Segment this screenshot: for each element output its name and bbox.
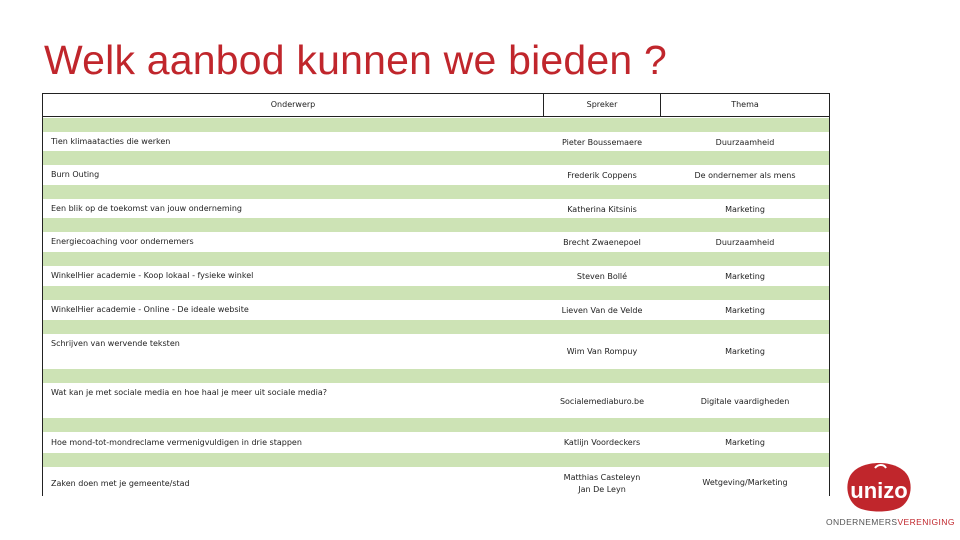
cell-onderwerp: Schrijven van wervende teksten — [51, 339, 180, 348]
slide-title: Welk aanbod kunnen we bieden ? — [44, 37, 667, 83]
row-band — [43, 218, 829, 232]
table-row — [43, 199, 829, 218]
unizo-logo — [845, 462, 913, 512]
table-row — [43, 432, 829, 453]
table-row — [43, 165, 829, 185]
cell-spreker: Brecht Zwaenepoel — [563, 238, 641, 247]
row-band — [43, 185, 829, 199]
cell-thema: Marketing — [725, 272, 765, 281]
header-spreker: Spreker — [586, 100, 618, 109]
row-band — [43, 369, 829, 383]
header-onderwerp: Onderwerp — [270, 100, 316, 109]
cell-onderwerp: Energiecoaching voor ondernemers — [51, 237, 194, 246]
row-band — [43, 118, 829, 132]
row-band — [43, 286, 829, 300]
cell-thema: Marketing — [725, 205, 765, 214]
cell-thema: Marketing — [725, 438, 765, 447]
cell-onderwerp: Een blik op de toekomst van jouw onderneming — [51, 204, 242, 213]
cell-spreker: Katherina Kitsinis — [567, 205, 637, 214]
cell-spreker: Frederik Coppens — [567, 171, 637, 180]
table-row — [43, 334, 829, 369]
cell-spreker: Katlijn Voordeckers — [563, 438, 641, 447]
cell-spreker: Steven Bollé — [576, 272, 628, 281]
logo-tagline — [826, 517, 955, 527]
header-divider — [543, 94, 544, 116]
row-band — [43, 320, 829, 334]
table-row — [43, 132, 829, 151]
cell-onderwerp: WinkelHier academie - Online - De ideale website — [51, 305, 249, 314]
header-divider — [660, 94, 661, 116]
table-row — [43, 467, 829, 497]
table-header-row — [43, 94, 829, 117]
cell-thema: Marketing — [725, 347, 765, 356]
logo-brand-text: unizo — [850, 478, 908, 503]
row-band — [43, 252, 829, 266]
table-row — [43, 383, 829, 418]
cell-spreker: Jan De Leyn — [578, 485, 626, 494]
cell-onderwerp: WinkelHier academie - Koop lokaal - fysieke winkel — [51, 271, 254, 280]
cell-onderwerp: Zaken doen met je gemeente/stad — [51, 479, 190, 488]
offer-table — [42, 93, 830, 496]
cell-spreker: Socialemediaburo.be — [559, 397, 645, 406]
table-row — [43, 300, 829, 320]
cell-onderwerp: Hoe mond-tot-mondreclame vermenigvuldigen in drie stappen — [51, 438, 302, 447]
row-band — [43, 418, 829, 432]
logo-tagline-part1: ONDERNEMERS — [826, 517, 898, 527]
row-band — [43, 453, 829, 467]
cell-spreker: Wim Van Rompuy — [566, 347, 638, 356]
cell-spreker: Matthias Casteleyn — [563, 473, 641, 482]
header-thema: Thema — [731, 100, 759, 109]
cell-spreker: Lieven Van de Velde — [561, 306, 643, 315]
table-row — [43, 266, 829, 286]
cell-thema: Duurzaamheid — [715, 238, 775, 247]
cell-spreker: Pieter Boussemaere — [561, 138, 643, 147]
cell-onderwerp: Tien klimaatacties die werken — [51, 137, 171, 146]
table-row — [43, 232, 829, 252]
cell-onderwerp: Wat kan je met sociale media en hoe haal je meer uit sociale media? — [51, 388, 327, 397]
cell-thema: Marketing — [725, 306, 765, 315]
row-band — [43, 151, 829, 165]
header-underline — [43, 116, 829, 117]
logo-tagline-part2: VERENIGING — [897, 517, 955, 527]
cell-thema: Duurzaamheid — [715, 138, 775, 147]
cell-thema: Digitale vaardigheden — [700, 397, 790, 406]
cell-onderwerp: Burn Outing — [51, 170, 100, 179]
cell-thema: Wetgeving/Marketing — [702, 478, 788, 487]
cell-thema: De ondernemer als mens — [694, 171, 796, 180]
